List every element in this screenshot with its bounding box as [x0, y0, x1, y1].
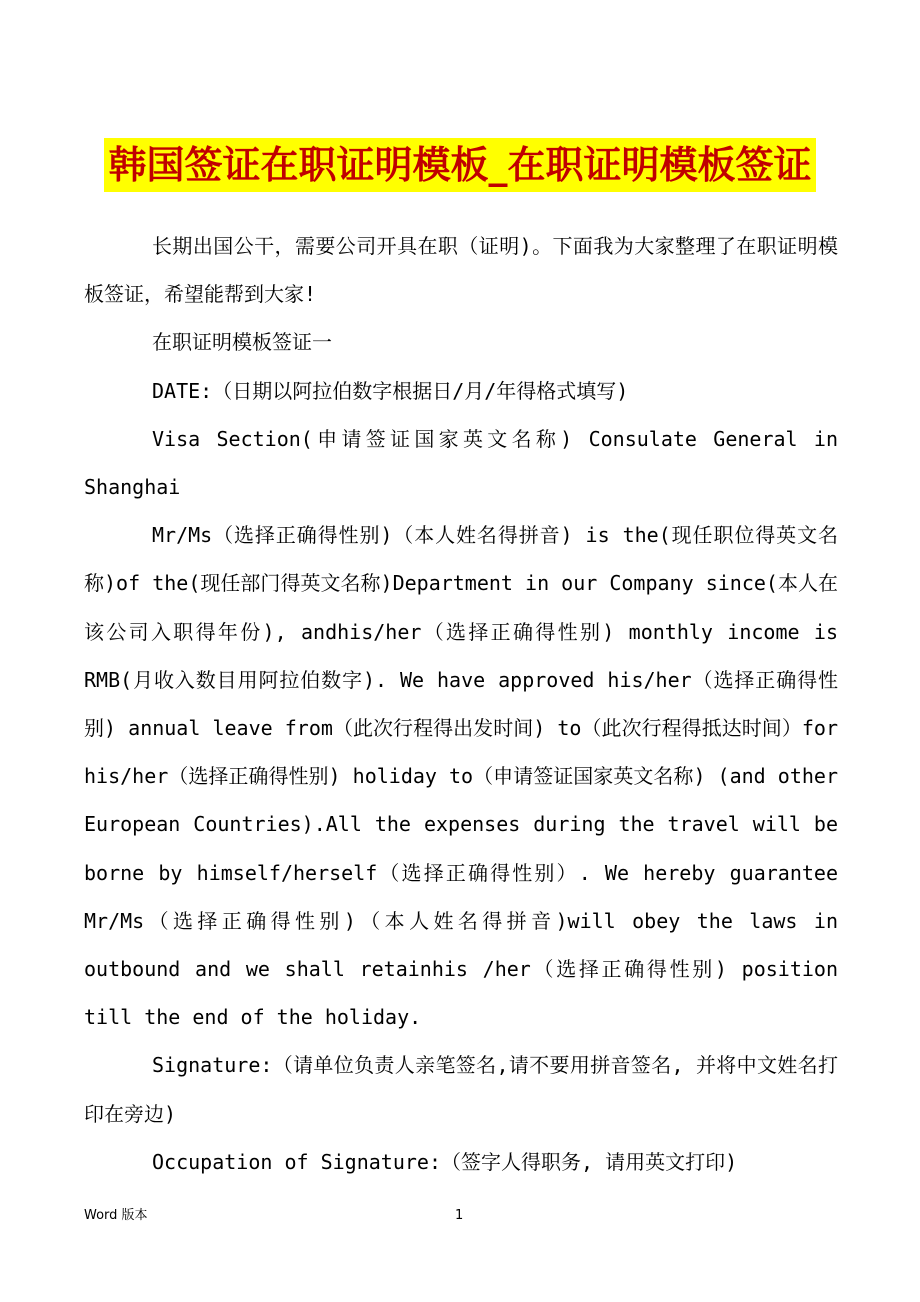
- paragraph-visa-section: Visa Section(申请签证国家英文名称) Consulate General in Shanghai: [84, 426, 838, 500]
- paragraph-occupation: Occupation of Signature:（签字人得职务, 请用英文打印): [152, 1149, 738, 1174]
- document-title: 韩国签证在职证明模板_在职证明模板签证: [104, 138, 815, 192]
- paragraph-section-heading: 在职证明模板签证一: [152, 330, 332, 355]
- paragraph-letter-body: Mr/Ms（选择正确得性别)（本人姓名得拼音) is the(现任职位得英文名称)of the(现任部门得英文名称)Department in our Company since(本人在该公司入职得年份), andhis/her（选择正确得性别) monthly income is RMB(月收入数目用阿拉伯数字). We have approved his/her（选择正确得性别) annual leave from（此次行程得出发时间) to（此次行程得抵达时间）for his/her（选择正确得性别) holiday to（申请签证国家英文名称) (and other European Countries).All the expenses during the travel will be borne by himself/herself（选择正确得性别）. We hereby guarantee Mr/Ms（选择正确得性别)（本人姓名得拼音)will obey the laws in outbound and we shall retainhis /her（选择正确得性别) position till the end of the holiday.: [84, 523, 838, 1030]
- footer-word-version: Word 版本: [84, 1208, 148, 1223]
- paragraph-signature: Signature:（请单位负责人亲笔签名,请不要用拼音签名, 并将中文姓名打印在旁边): [84, 1053, 838, 1126]
- document-body: [84, 222, 838, 1186]
- footer-page-number: 1: [455, 1208, 464, 1223]
- title-container: [0, 138, 920, 192]
- paragraph-date: DATE:（日期以阿拉伯数字根据日/月/年得格式填写): [152, 378, 629, 403]
- paragraph-intro: 长期出国公干，需要公司开具在职（证明)。下面我为大家整理了在职证明模板签证，希望能帮到大家!: [84, 234, 838, 307]
